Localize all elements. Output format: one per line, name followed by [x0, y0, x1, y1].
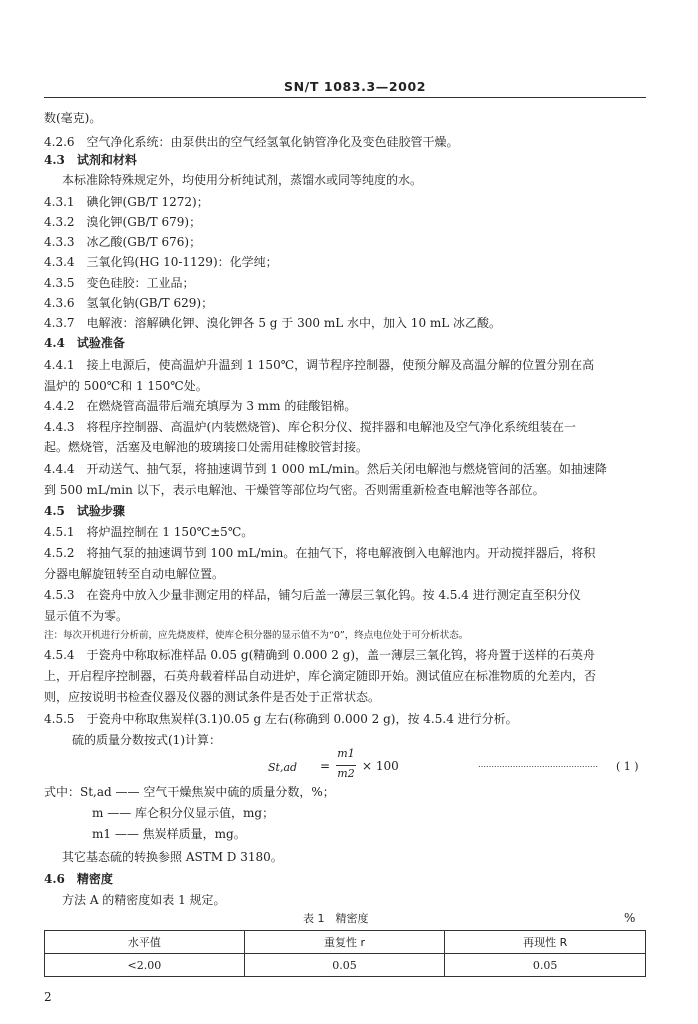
clause-4-5-1: 4.5.1 将炉温控制在 1 150℃±5℃。 — [44, 525, 254, 539]
table-cell-level: <2.00 — [45, 954, 245, 977]
conversion-note: 其它基态硫的转换参照 ASTM D 3180。 — [62, 850, 283, 864]
text-line-continuation: 数(毫克)。 — [44, 111, 102, 125]
standard-code-header: SN/T 1083.3—2002 — [284, 79, 427, 94]
clause-4-4-1-line1: 4.4.1 接上电源后，使高温炉升温到 1 150℃，调节程序控制器，使预分解及高温分解的位置分别在高 — [44, 358, 595, 372]
formula-equals: = — [320, 759, 331, 773]
table-header-repeatability: 重复性 r — [244, 931, 445, 954]
formula-leader-dots: ……………………………………… — [478, 760, 598, 769]
table-header-row — [45, 931, 646, 954]
table-header-reproducibility: 再现性 R — [445, 931, 646, 954]
clause-4-5-3-line1: 4.5.3 在瓷舟中放入少量非测定用的样品，铺匀后盖一薄层三氧化钨。按 4.5.4 进行测定直至积分仪 — [44, 588, 581, 602]
clause-4-3-5: 4.3.5 变色硅胶：工业品； — [44, 276, 195, 290]
clause-4-5-5: 4.5.5 于瓷舟中称取焦炭样(3.1)0.05 g 左右(称确到 0.000 2 g)，按 4.5.4 进行分析。 — [44, 712, 518, 726]
clause-4-3-6: 4.3.6 氢氧化钠(GB/T 629)； — [44, 296, 214, 310]
clause-4-2-6: 4.2.6 空气净化系统：由泵供出的空气经氢氧化钠管净化及变色硅胶管干燥。 — [44, 135, 459, 149]
table-unit: % — [624, 911, 636, 925]
precision-intro: 方法 A 的精密度如表 1 规定。 — [62, 893, 226, 907]
table-cell-reproducibility: 0.05 — [445, 954, 646, 977]
formula-number: ( 1 ) — [616, 760, 639, 773]
page-number: 2 — [44, 990, 52, 1004]
clause-4-3-3: 4.3.3 冰乙酸(GB/T 676)； — [44, 235, 202, 249]
where-m: m —— 库仑积分仪显示值，mg； — [92, 806, 275, 820]
clause-4-4-3-line1: 4.4.3 将程序控制器、高温炉(内装燃烧管)、库仑积分仪、搅拌器和电解池及空气净化系统组装在一 — [44, 420, 576, 434]
table-caption: 表 1 精密度 — [303, 912, 369, 925]
clause-4-3-2: 4.3.2 溴化钾(GB/T 679)； — [44, 215, 202, 229]
heading-4-5: 4.5 试验步骤 — [44, 504, 125, 518]
heading-4-6: 4.6 精密度 — [44, 872, 113, 886]
clause-4-3-7: 4.3.7 电解液：溶解碘化钾、溴化钾各 5 g 于 300 mL 水中，加入 10 mL 冰乙酸。 — [44, 316, 502, 330]
table-row — [45, 954, 646, 977]
formula-intro: 硫的质量分数按式(1)计算： — [72, 733, 221, 747]
heading-4-3: 4.3 试剂和材料 — [44, 153, 137, 167]
where-m1: m1 —— 焦炭样质量，mg。 — [92, 827, 246, 841]
formula-denominator: m2 — [337, 767, 355, 780]
clause-4-4-2: 4.4.2 在燃烧管高温带后端充填厚为 3 mm 的硅酸铝棉。 — [44, 399, 357, 413]
formula-numerator: m1 — [337, 747, 355, 760]
where-st-ad: 式中：St,ad —— 空气干燥焦炭中硫的质量分数，%； — [44, 785, 335, 799]
clause-4-5-3-line2: 显示值不为零。 — [44, 609, 129, 623]
table-cell-repeatability: 0.05 — [244, 954, 445, 977]
clause-4-5-2-line2: 分器电解旋钮转至自动电解位置。 — [44, 567, 225, 581]
clause-4-4-4-line1: 4.4.4 开动送气、抽气泵，将抽速调节到 1 000 mL/min。然后关闭电解池与燃烧管间的活塞。如抽速降 — [44, 462, 607, 476]
clause-4-4-1-line2: 温炉的 500℃和 1 150℃处。 — [44, 379, 208, 393]
table-header-level: 水平值 — [45, 931, 245, 954]
precision-table — [44, 930, 646, 977]
clause-4-5-4-line1: 4.5.4 于瓷舟中称取标准样品 0.05 g(精确到 0.000 2 g)，盖一薄层三氧化钨，将舟置于送样的石英舟 — [44, 648, 596, 662]
formula-fraction-bar — [336, 765, 356, 766]
clause-4-5-2-line1: 4.5.2 将抽气泵的抽速调节到 100 mL/min。在抽气下，将电解液倒入电解池内。开动搅拌器后，将积 — [44, 546, 596, 560]
clause-4-3-1: 4.3.1 碘化钾(GB/T 1272)； — [44, 195, 209, 209]
note-4-5-3: 注：每次开机进行分析前，应先烧废样，使库仑积分器的显示值不为“0”，终点电位处于可分析状态。 — [44, 630, 469, 641]
clause-4-4-3-line2: 起。燃烧管，活塞及电解池的玻璃接口处需用硅橡胶管封接。 — [44, 440, 369, 454]
heading-4-4: 4.4 试验准备 — [44, 336, 125, 350]
clause-4-5-4-line3: 则，应按说明书检查仪器及仪器的测试条件是否处于正常状态。 — [44, 690, 381, 704]
clause-4-5-4-line2: 上，开启程序控制器，石英舟载着样品自动进炉，库仑滴定随即开始。测试值应在标准物质的允差内，否 — [44, 669, 597, 683]
clause-4-4-4-line2: 到 500 mL/min 以下，表示电解池、干燥管等部位均气密。否则需重新检查电解池等各部位。 — [44, 483, 545, 497]
formula-factor: × 100 — [362, 759, 399, 773]
formula-lhs: St,ad — [268, 761, 298, 774]
header-rule — [44, 97, 646, 98]
clause-4-3-4: 4.3.4 三氧化钨(HG 10-1129)：化学纯； — [44, 255, 278, 269]
reagent-intro: 本标准除特殊规定外，均使用分析纯试剂，蒸馏水或同等纯度的水。 — [62, 173, 423, 187]
